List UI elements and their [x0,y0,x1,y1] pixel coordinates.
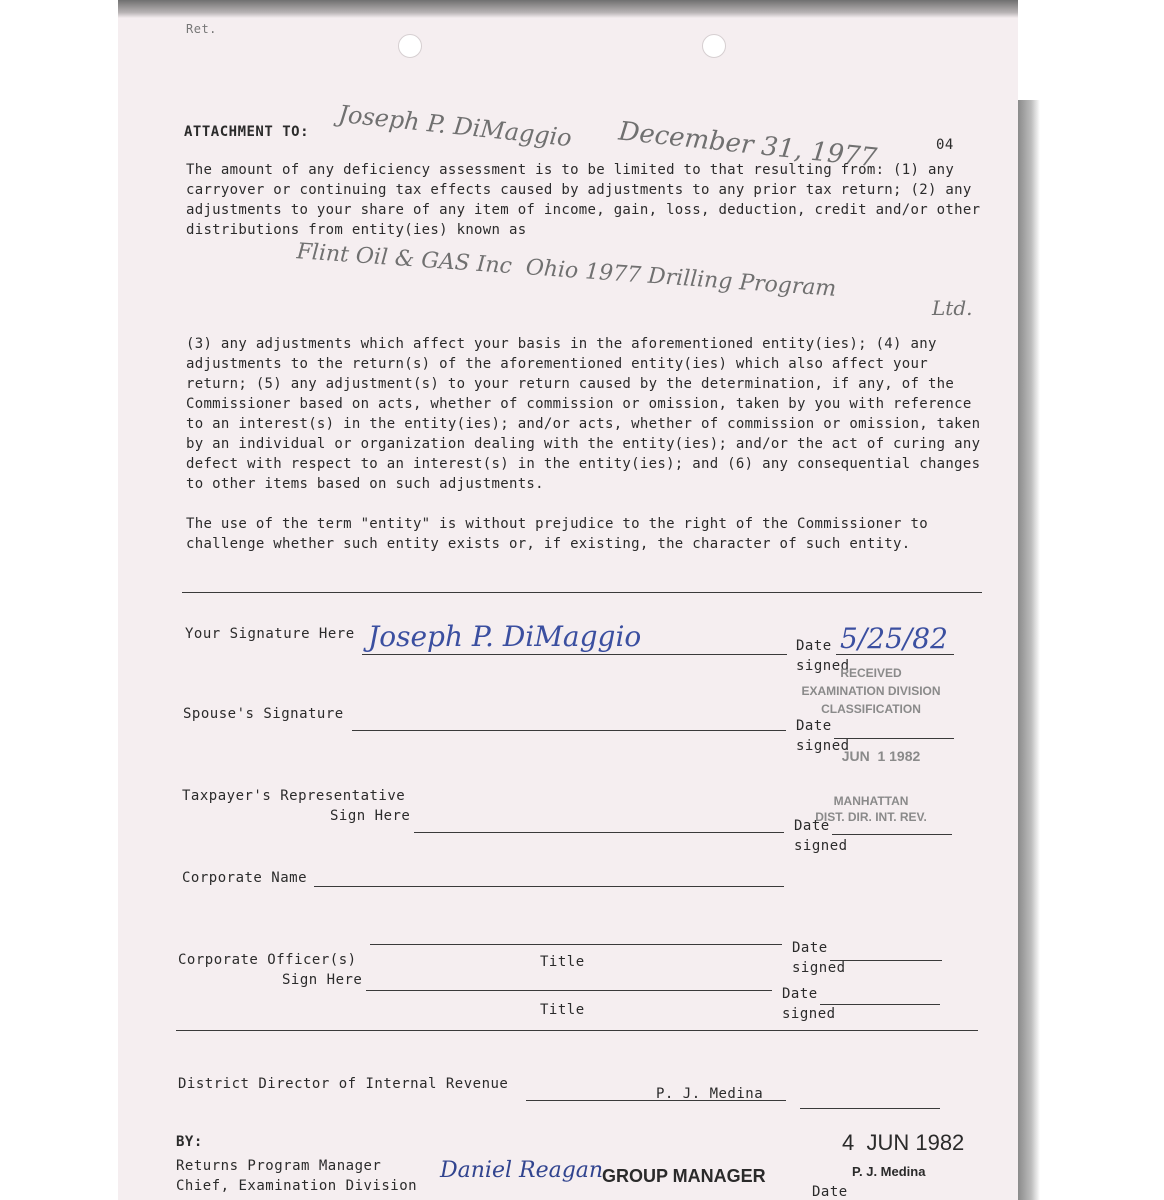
district-date-line [800,1108,940,1109]
signature-date-handwritten: 5/25/82 [840,622,948,655]
officer-signature-line [366,990,772,991]
attachment-label: ATTACHMENT TO: [184,124,310,140]
district-director-name: P. J. Medina [656,1086,764,1102]
stamp-district: DIST. DIR. INT. REV. [815,810,927,824]
title-label: Title [540,1002,585,1018]
tax-year-handwritten: December 31, 1977 [617,116,879,174]
representative-signature-line [414,832,784,833]
page-edge-shadow [1018,100,1040,1200]
date-label: Date [796,718,832,734]
date-label: Date [796,638,832,654]
your-signature-line [362,654,787,655]
title-label: Title [540,954,585,970]
copy-artifact-band [118,0,1018,18]
date-label: Date [792,940,828,956]
corporate-officer-label: Corporate Officer(s) [178,952,357,968]
page-code: 04 [936,137,954,153]
divider-line [182,592,982,593]
punch-hole-right [702,34,726,58]
spouse-date-line [834,738,954,739]
signed-label: signed [794,838,848,854]
officer-title-line-1 [370,944,782,945]
footer-date-label: Date [812,1184,848,1200]
date-label: Date [782,986,818,1002]
representative-date-line [832,834,952,835]
stamp-division: EXAMINATION DIVISION [801,684,941,698]
divider-line [176,1030,978,1031]
district-director-label: District Director of Internal Revenue [178,1076,509,1092]
signed-label: signed [796,738,850,754]
stamp-classification: CLASSIFICATION [821,702,921,716]
stamp-received: RECEIVED [840,666,902,680]
stamp-date: JUN 1 1982 [841,748,921,764]
manager-title-line-1: Returns Program Manager [176,1158,382,1174]
officer-date-line-1 [830,960,942,961]
corner-mark: Ret. [186,22,217,36]
taxpayer-name-handwritten: Joseph P. DiMaggio [337,99,574,153]
manager-title-line-2: Chief, Examination Division [176,1178,418,1194]
corporate-name-line [314,886,784,887]
manager-signature: Daniel Reagan [440,1158,604,1183]
group-manager-label: GROUP MANAGER [602,1166,766,1186]
spouse-signature-label: Spouse's Signature [183,706,344,722]
officer-date-line-2 [820,1004,940,1005]
stamp-name: P. J. Medina [852,1164,926,1179]
signed-label: signed [782,1006,836,1022]
date-label: Date [794,818,830,834]
entity-name-handwritten-cont: Ltd. [932,296,973,320]
date-stamp: 4 JUN 1982 [842,1130,965,1155]
taxpayer-signature: Joseph P. DiMaggio [368,620,642,653]
signed-label: signed [792,960,846,976]
entity-term-paragraph: The use of the term "entity" is without prejudice to the right of the Commissioner to challenge whether such entity exists or, if existing, the character of such entity. [186,516,928,552]
corporate-name-label: Corporate Name [182,870,308,886]
entity-name-handwritten: Flint Oil & GAS Inc Ohio 1977 Drilling Program [295,239,838,302]
signed-label: signed [796,658,850,674]
representative-sign-label: Sign Here [330,808,411,824]
punch-hole-left [398,34,422,58]
representative-label: Taxpayer's Representative [182,788,406,804]
your-signature-label: Your Signature Here [185,626,355,642]
spouse-signature-line [352,730,786,731]
officer-sign-label: Sign Here [282,972,363,988]
deficiency-paragraph: The amount of any deficiency assessment is to be limited to that resulting from: (1) any carryover or continuing tax effects caused by adjustments to any prior tax return; (2) any adjustments to your share of any item of income, gain, loss, deduction, credit and/or other distributions from entity(ies) known as [186,162,981,238]
stamp-office: MANHATTAN [833,794,909,808]
adjustments-paragraph: (3) any adjustments which affect your basis in the aforementioned entity(ies); (4) any adjustments to the return(s) of the aforementioned entity(ies) which also affect your return; (5) any adjustment(s) to your return caused by the determination, if any, of the Commissioner based on acts, whether of commission or omission, taken by you with reference to an interest(s) in the entity(ies); and/or acts, whether of commission or omission, taken by an individual or organization dealing with the entity(ies); and/or the act of curing any defect with respect to an interest(s) in the entity(ies); and (6) any consequential changes to other items based on such adjustments. [186,336,981,492]
by-label: BY: [176,1134,203,1150]
